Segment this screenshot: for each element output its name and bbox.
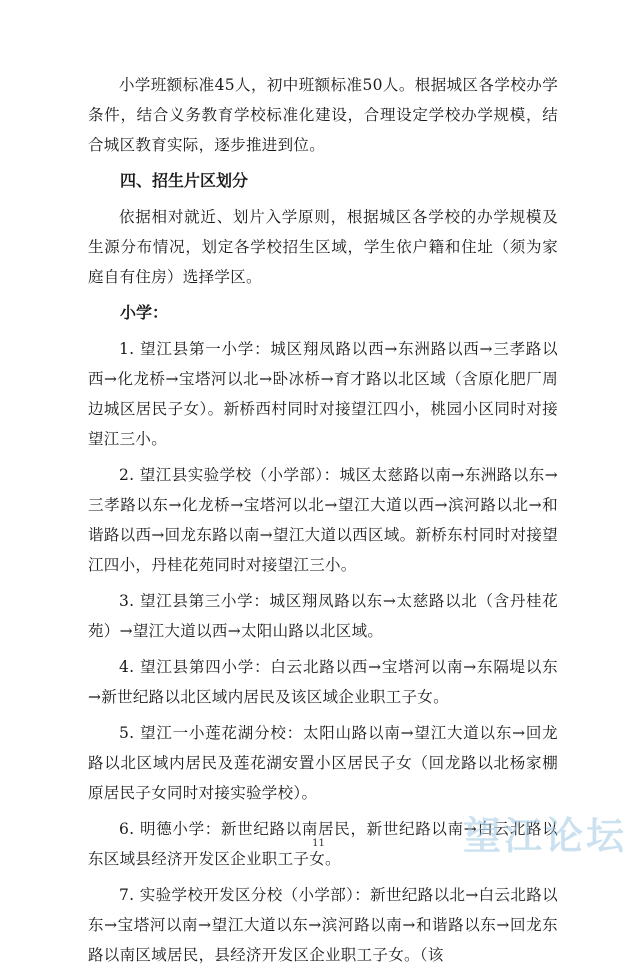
school-item-1: 1. 望江县第一小学：城区翔凤路以西→东洲路以西→三孝路以西→化龙桥→宝塔河以北→卧冰桥→育才路以北区域（含原化肥厂周边城区居民子女）。新桥西村同时对接望江四小，桃园小区同时对接望江三小。	[88, 340, 558, 448]
school-item-5: 5. 望江一小莲花湖分校：太阳山路以南→望江大道以东→回龙路以北区域内居民及莲花湖安置小区居民子女（回龙路以北杨家棚原居民子女同时对接实验学校）。	[88, 724, 558, 802]
school-item-6: 6. 明德小学：新世纪路以南居民，新世纪路以南→白云北路以东区域县经济开发区企业职工子女。	[88, 820, 558, 868]
school-item-4: 4. 望江县第四小学：白云北路以西→宝塔河以南→东隔堤以东→新世纪路以北区域内居民及该区域企业职工子女。	[88, 658, 558, 706]
paragraph-zoning-principle: 依据相对就近、划片入学原则，根据城区各学校的办学规模及生源分布情况，划定各学校招生区域，学生依户籍和住址（须为家庭自有住房）选择学区。	[88, 208, 558, 286]
school-item-3: 3. 望江县第三小学：城区翔凤路以东→太慈路以北（含丹桂花苑）→望江大道以西→太阳山路以北区域。	[88, 592, 558, 640]
school-item-2: 2. 望江县实验学校（小学部）：城区太慈路以南→东洲路以东→三孝路以东→化龙桥→宝塔河以北→望江大道以西→滨河路以北→和谐路以西→回龙东路以南→望江大道以西区域。新桥东村同时对接望江四小，丹桂花苑同时对接望江三小。	[88, 466, 558, 574]
watermark-logo: 望江论坛	[462, 814, 627, 858]
section-heading-enrollment-zones: 四、招生片区划分	[120, 171, 249, 190]
paragraph-class-size: 小学班额标准45人，初中班额标准50人。根据城区各学校办学条件，结合义务教育学校标准化建设，合理设定学校办学规模，结合城区教育实际，逐步推进到位。	[88, 76, 558, 154]
subheading-primary-schools: 小学：	[120, 303, 169, 322]
school-item-7: 7. 实验学校开发区分校（小学部）：新世纪路以北→白云北路以东→宝塔河以南→望江大道以东→滨河路以南→和谐路以东→回龙东路以南区域居民，县经济开发区企业职工子女。（该	[88, 886, 558, 964]
page-number: 11	[312, 838, 325, 849]
